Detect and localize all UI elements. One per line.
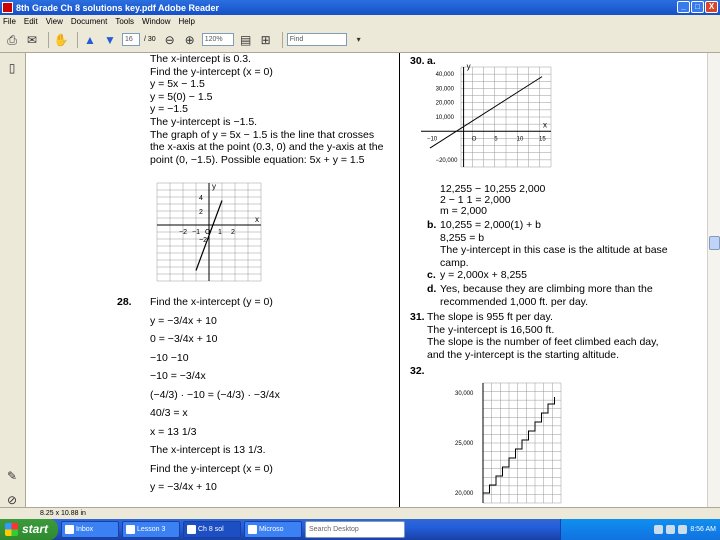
solution-line: 0 = −3/4x + 10 — [150, 333, 218, 345]
page-number-input[interactable]: 16 — [122, 33, 140, 46]
find-input[interactable]: Find — [287, 33, 347, 46]
part-label: c. — [427, 269, 436, 281]
tick-label: 2 — [231, 229, 235, 236]
solution-line: the x-axis at the point (0.3, 0) and the y-axis at the — [150, 141, 384, 154]
solution-line: 10,255 = 2,000(1) + b — [440, 219, 541, 231]
taskbar-item-inbox[interactable]: Inbox — [61, 521, 119, 538]
problem-28-number: 28. — [117, 296, 132, 308]
solution-line: camp. — [440, 256, 469, 269]
solution-line: The y-intercept is −1.5. — [150, 116, 258, 128]
toolbar — [0, 27, 720, 53]
adobe-reader-icon — [2, 2, 13, 13]
solution-line: y = 2,000x + 8,255 — [440, 269, 527, 281]
page-total: / 30 — [144, 36, 156, 43]
window-title: 8th Grade Ch 8 solutions key.pdf Adobe Reader — [16, 2, 220, 13]
minimize-button[interactable]: _ — [677, 1, 690, 13]
email-icon[interactable]: ✉ — [26, 32, 38, 47]
problem-31-number: 31. — [410, 311, 425, 323]
zoom-level-select[interactable]: 120% — [202, 33, 234, 46]
climb-graph — [425, 379, 565, 507]
menu-edit[interactable]: Edit — [23, 16, 38, 26]
solution-line: m = 2,000 — [440, 205, 487, 217]
taskbar-item-word[interactable]: Microso — [244, 521, 302, 538]
solution-line: x = 13 1/3 — [150, 425, 197, 438]
next-page-icon[interactable]: ▼ — [104, 32, 116, 47]
solution-line: Find the x-intercept (y = 0) — [150, 296, 273, 308]
tick-label: 1 — [218, 229, 222, 236]
solution-line: y = 5x − 1.5 — [150, 78, 205, 91]
tick-label: 15 — [539, 136, 546, 143]
menu-view[interactable]: View — [45, 16, 63, 26]
desktop-search-input[interactable]: Search Desktop — [305, 521, 405, 538]
tick-label: 10,000 — [435, 115, 454, 121]
solution-line: 40/3 = x — [150, 407, 188, 419]
taskbar — [0, 519, 720, 540]
solution-line: The slope is 955 ft per day. — [427, 311, 553, 323]
part-label: b. — [427, 219, 437, 231]
problem-30-number: 30. — [410, 55, 425, 67]
solution-line: Find the y-intercept (x = 0) — [150, 462, 273, 475]
solution-line: −10 −10 — [150, 351, 189, 364]
clock: 8:56 AM — [690, 526, 716, 533]
taskbar-item-reader[interactable]: Ch 8 sol — [183, 521, 241, 538]
fit-width-icon[interactable]: ⊞ — [260, 32, 271, 47]
solution-line: 8,255 = b — [440, 231, 485, 244]
tick-label: −1 — [192, 229, 200, 236]
page-size-label: 8.25 x 10.88 in — [40, 510, 86, 517]
fit-page-icon[interactable]: ▤ — [240, 32, 252, 47]
comments-panel-icon[interactable]: ✎ — [6, 469, 18, 483]
volume-icon[interactable] — [666, 525, 675, 534]
column-divider — [399, 53, 400, 507]
tick-label: O — [205, 229, 211, 236]
tick-label: −20,000 — [435, 157, 458, 164]
tick-label: 2 — [199, 209, 203, 216]
previous-page-icon[interactable]: ▲ — [84, 32, 96, 47]
solution-line: 12,255 − 10,255 2,000 — [440, 183, 546, 195]
pages-panel-icon[interactable]: ▯ — [8, 61, 16, 75]
toolbar-separator — [77, 32, 78, 48]
toolbar-separator — [282, 32, 283, 48]
find-dropdown-icon[interactable]: ▾ — [356, 34, 361, 44]
solution-line: y = 5(0) − 1.5 — [150, 90, 213, 103]
tick-label: −2 — [179, 229, 187, 236]
tick-label: 30,000 — [435, 86, 454, 93]
menu-file[interactable]: File — [3, 16, 16, 26]
tick-label: −10 — [426, 136, 438, 143]
solution-line: 2 − 1 1 = 2,000 — [440, 194, 511, 206]
print-icon[interactable]: ⎙ — [7, 32, 17, 47]
tick-label: 40,000 — [435, 72, 454, 79]
network-icon[interactable] — [654, 525, 663, 534]
taskbar-item-lesson[interactable]: Lesson 3 — [122, 521, 180, 538]
problem-32-number: 32. — [410, 365, 425, 377]
attachments-panel-icon[interactable]: ⊘ — [6, 493, 18, 507]
solution-line: The slope is the number of feet climbed each day, — [427, 336, 659, 348]
axis-label: y — [466, 62, 471, 71]
solution-line: The y-intercept in this case is the altitude at base — [440, 244, 668, 256]
close-button[interactable]: X — [705, 1, 718, 13]
part-label: d. — [427, 283, 437, 295]
document-page — [27, 53, 707, 507]
solution-line: The graph of y = 5x − 1.5 is the line that crosses — [150, 128, 375, 141]
tick-label: 25,000 — [455, 441, 474, 447]
menu-document[interactable]: Document — [70, 16, 108, 26]
status-bar — [0, 507, 720, 519]
solution-line: Find the y-intercept (x = 0) — [150, 65, 273, 78]
tick-label: 20,000 — [435, 100, 454, 107]
axis-label: x — [543, 120, 547, 130]
toolbar-separator — [48, 32, 49, 48]
altitude-graph — [419, 59, 555, 175]
tick-label: O — [471, 136, 477, 143]
system-tray — [560, 519, 720, 540]
solution-line: recommended 1,000 ft. per day. — [440, 295, 589, 308]
tick-label: 4 — [199, 195, 203, 202]
title-bar — [0, 0, 720, 15]
solution-line: point (0, −1.5). Possible equation: 5x + y = 1.5 — [150, 153, 365, 166]
zoom-in-icon[interactable]: ⊕ — [184, 32, 195, 47]
solution-line: The x-intercept is 0.3. — [150, 53, 251, 65]
solution-line: The x-intercept is 13 1/3. — [150, 444, 266, 456]
problem-30-part-a: a. — [427, 55, 436, 67]
solution-line: The y-intercept is 16,500 ft. — [427, 323, 555, 336]
menu-window[interactable]: Window — [142, 16, 171, 26]
menu-tools[interactable]: Tools — [115, 16, 135, 26]
solution-line: −10 = −3/4x — [150, 370, 206, 382]
maximize-button[interactable]: □ — [691, 1, 704, 13]
solution-line: (−4/3) · −10 = (−4/3) · −3/4x — [150, 388, 280, 401]
hand-tool-icon[interactable]: ✋ — [53, 32, 69, 47]
zoom-out-icon[interactable]: ⊖ — [164, 32, 175, 47]
vertical-scrollbar[interactable] — [707, 53, 720, 513]
tick-label: 5 — [494, 136, 498, 143]
solution-line: and the y-intercept is the starting altitude. — [427, 348, 620, 361]
solution-line: y = −3/4x + 10 — [150, 314, 217, 327]
security-icon[interactable] — [678, 525, 687, 534]
start-button[interactable]: start — [0, 519, 58, 540]
tick-label: 30,000 — [455, 391, 474, 397]
solution-line: y = −1.5 — [150, 103, 188, 116]
solution-line: y = −3/4x + 10 — [150, 481, 217, 493]
scrollbar-thumb[interactable] — [709, 236, 720, 250]
menu-help[interactable]: Help — [178, 16, 195, 26]
tick-label: 10 — [516, 136, 524, 143]
intercept-graph — [153, 177, 265, 285]
axis-label: x — [255, 215, 259, 224]
solution-line: Yes, because they are climbing more than the — [440, 283, 653, 295]
tick-label: −2 — [199, 237, 207, 244]
navigation-pane — [0, 53, 26, 513]
tick-label: 20,000 — [455, 491, 474, 497]
axis-label: y — [212, 182, 216, 191]
menu-bar — [0, 15, 720, 27]
